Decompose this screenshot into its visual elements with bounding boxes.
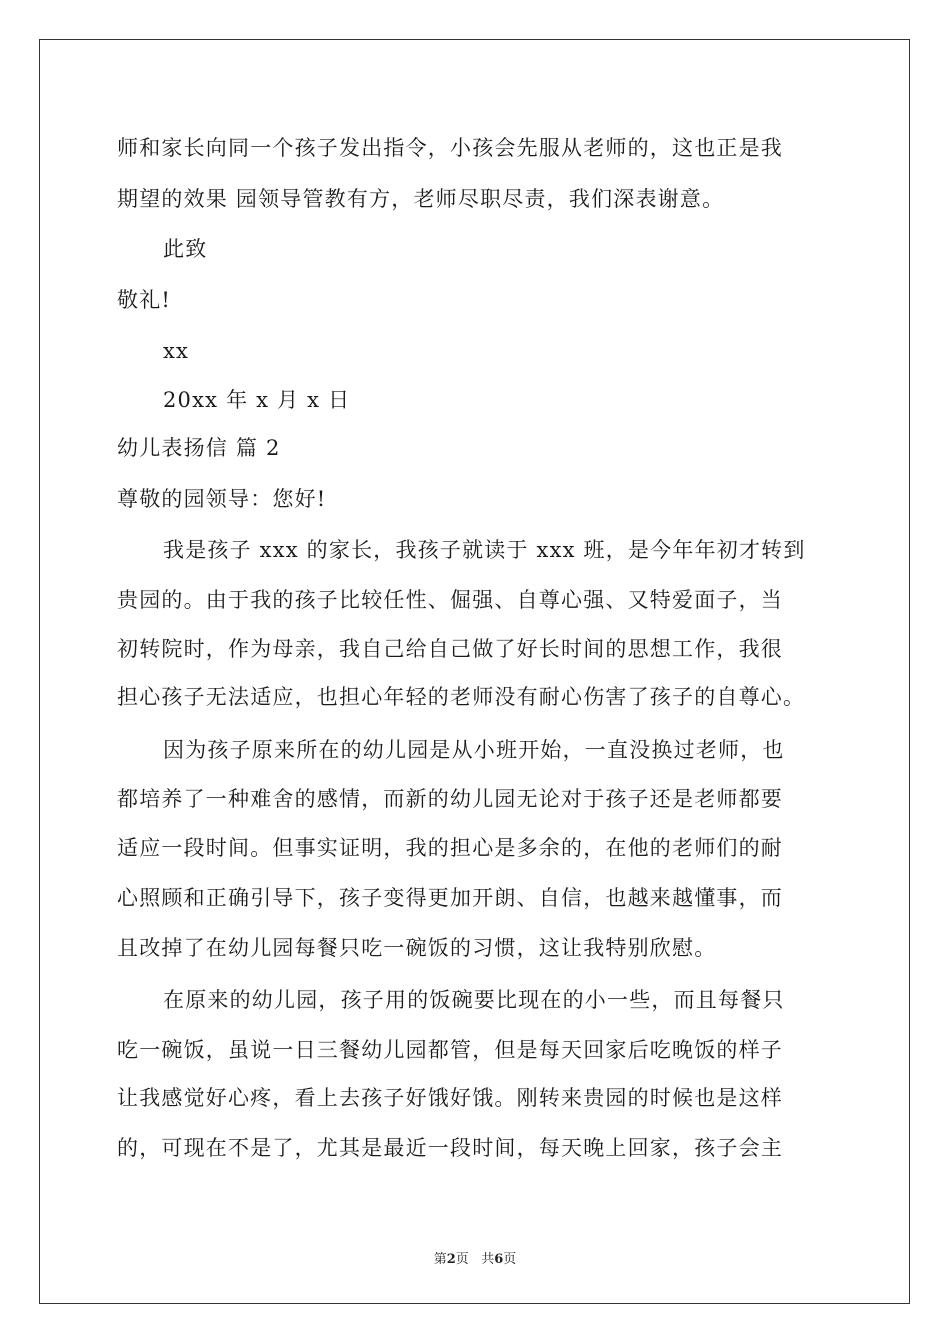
- text-line: 期望的效果 园领导管教有方，老师尽职尽责，我们深表谢意。: [117, 187, 725, 211]
- signature-date: 20xx 年 x 月 x 日: [163, 388, 351, 412]
- text-line: 初转院时，作为母亲，我自己给自己做了好长时间的思想工作，我很: [117, 637, 783, 661]
- text-line: 的，可现在不是了，尤其是最近一段时间，每天晚上回家，孩子会主: [117, 1136, 783, 1160]
- text-line: 在原来的幼儿园，孩子用的饭碗要比现在的小一些，而且每餐只: [163, 988, 785, 1012]
- text-line: 让我感觉好心疼，看上去孩子好饿好饿。刚转来贵园的时候也是这样: [117, 1086, 783, 1110]
- text-line: 适应一段时间。但事实证明，我的担心是多余的，在他的老师们的耐: [117, 836, 783, 860]
- footer-middle: 页 共: [455, 1252, 495, 1267]
- footer-prefix: 第: [433, 1252, 447, 1267]
- text-line: 贵园的。由于我的孩子比较任性、倔强、自尊心强、又特爱面子，当: [117, 588, 783, 612]
- salutation-line: 此致: [163, 237, 208, 261]
- text-line: 师和家长向同一个孩子发出指令，小孩会先服从老师的，这也正是我: [117, 136, 783, 160]
- text-line: 都培养了一种难舍的感情，而新的幼儿园无论对于孩子还是老师都要: [117, 787, 783, 811]
- text-line: 心照顾和正确引导下，孩子变得更加开朗、自信，也越来越懂事，而: [117, 886, 783, 910]
- section-title: 幼儿表扬信 篇 2: [117, 436, 281, 460]
- salutation-line: 敬礼!: [117, 288, 172, 312]
- text-line: 因为孩子原来所在的幼儿园是从小班开始，一直没换过老师，也: [163, 738, 785, 762]
- footer-suffix: 页: [503, 1252, 517, 1267]
- text-line: 担心孩子无法适应，也担心年轻的老师没有耐心伤害了孩子的自尊心。: [117, 685, 806, 709]
- total-page-count: 6: [494, 1252, 504, 1267]
- text-line: 且改掉了在幼儿园每餐只吃一碗饭的习惯，这让我特别欣慰。: [117, 936, 717, 960]
- page-footer: [0, 1248, 950, 1267]
- signature-name: xx: [163, 339, 190, 363]
- greeting-line: 尊敬的园领导：您好!: [117, 487, 327, 511]
- current-page-number: 2: [446, 1252, 456, 1267]
- text-line: 吃一碗饭，虽说一日三餐幼儿园都管，但是每天回家后吃晚饭的样子: [117, 1038, 783, 1062]
- text-line: 我是孩子 xxx 的家长，我孩子就读于 xxx 班，是今年年初才转到: [163, 538, 806, 562]
